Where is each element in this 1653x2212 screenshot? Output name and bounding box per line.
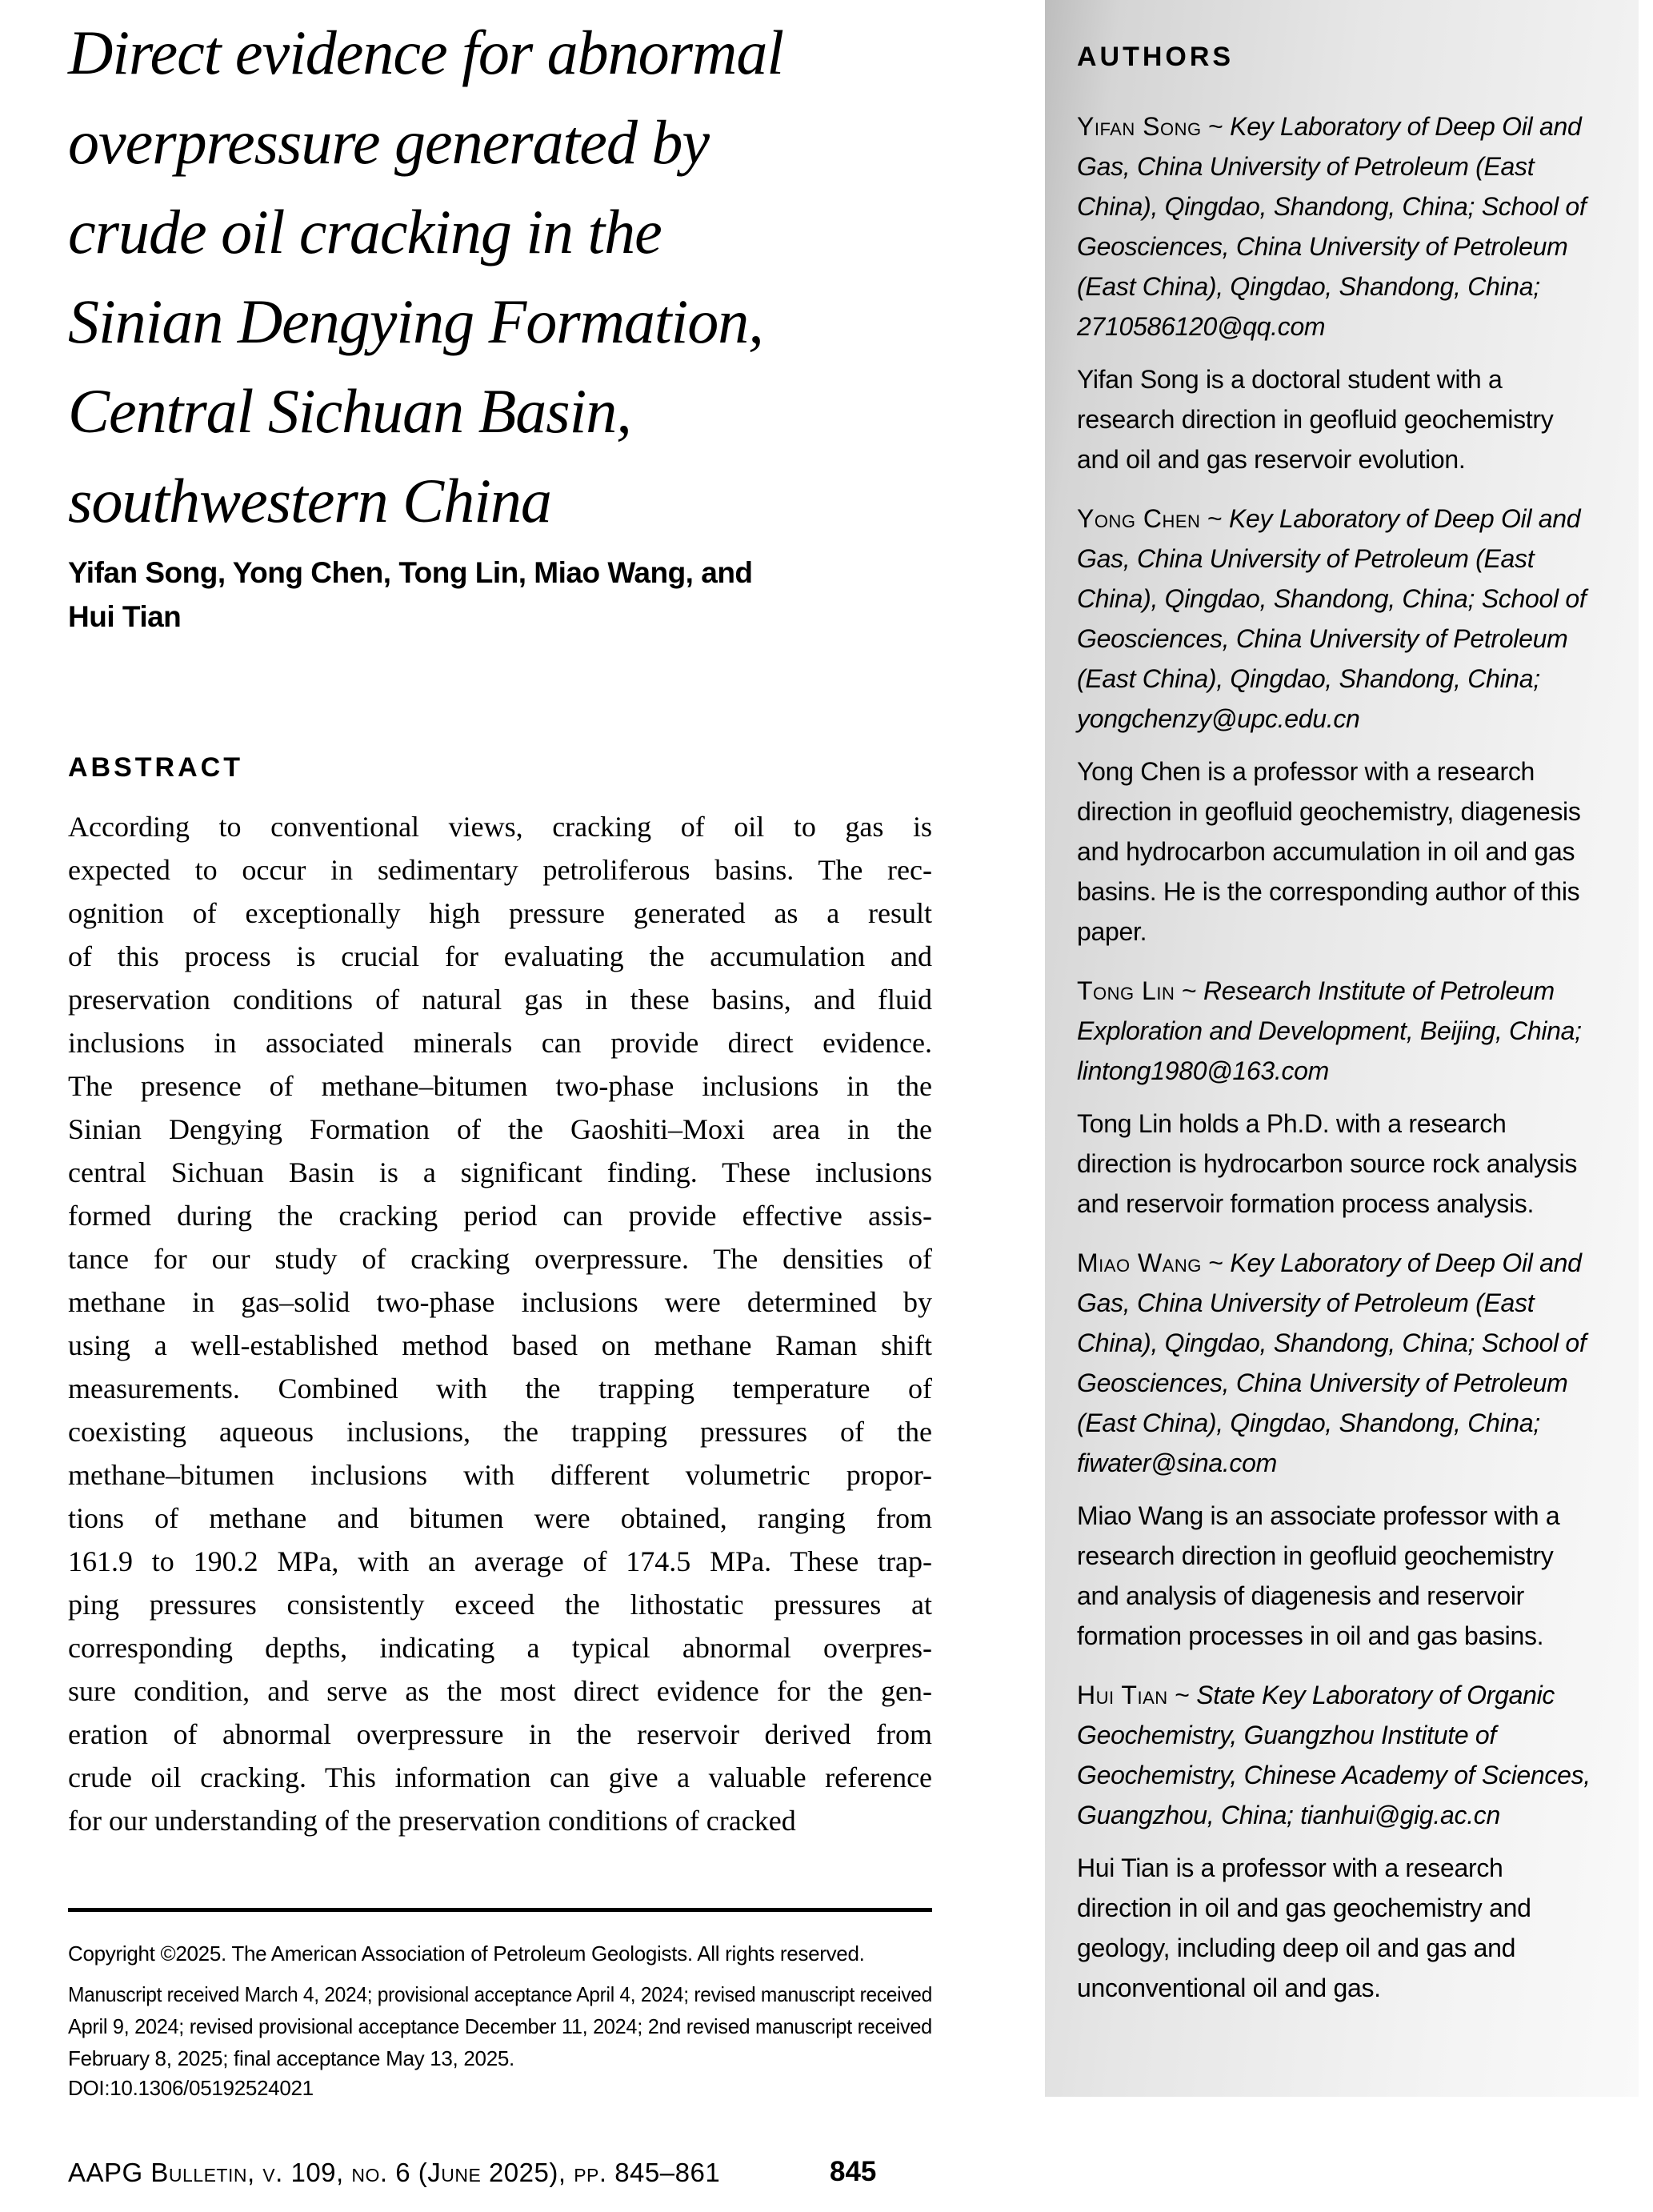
author-affiliation-entry [1077, 1675, 1592, 1835]
abstract-line-16: methane–bitumen inclusions with different volumetric propor- [68, 1459, 933, 1491]
author-affiliation: Research Institute of Petroleum Exploration and Development, Beijing, China; lintong1980@163.com [1077, 976, 1582, 1085]
author-block [1077, 1675, 1592, 2008]
title-line-1: Direct evidence for abnormal [68, 18, 784, 87]
journal-citation: AAPG Bulletin, v. 109, no. 6 (June 2025), pp. 845–861 [68, 2158, 721, 2187]
author-affiliation-entry [1077, 971, 1592, 1091]
title-line-5: Central Sichuan Basin, [68, 376, 631, 446]
article-title [68, 8, 783, 546]
author-block [1077, 106, 1592, 479]
abstract-line-11: tance for our study of cracking overpressure. The densities of [68, 1243, 932, 1275]
title-line-4: Sinian Dengying Formation, [68, 287, 763, 356]
abstract-line-13: using a well-established method based on methane Raman shift [68, 1329, 933, 1361]
author-name: Hui Tian [1077, 1681, 1168, 1709]
author-list [1077, 106, 1592, 2008]
author-block [1077, 1243, 1592, 1656]
abstract-line-18: 161.9 to 190.2 MPa, with an average of 174.5 MPa. These trap- [68, 1545, 932, 1577]
abstract-line-3: ognition of exceptionally high pressure generated as a result [68, 897, 932, 929]
author-affiliation: State Key Laboratory of Organic Geochemistry, Guangzhou Institute of Geochemistry, Chinese Academy of Sciences, Guangzhou, China; tianhui@gig.ac.cn [1077, 1681, 1591, 1829]
author-name: Miao Wang [1077, 1248, 1202, 1277]
author-name: Yifan Song [1077, 112, 1202, 141]
abstract-line-22: eration of abnormal overpressure in the reservoir derived from [68, 1718, 932, 1750]
author-name: Yong Chen [1077, 504, 1201, 533]
abstract-line-20: corresponding depths, indicating a typical abnormal overpres- [68, 1632, 932, 1664]
abstract-line-14: measurements. Combined with the trapping temperature of [68, 1372, 932, 1405]
author-bio: Yifan Song is a doctoral student with a research direction in geofluid geochemistry and oil and gas reservoir evolution. [1077, 365, 1554, 474]
author-block [1077, 971, 1592, 1224]
author-block [1077, 499, 1592, 952]
manuscript-history [68, 1978, 932, 2074]
abstract-line-19: ping pressures consistently exceed the lithostatic pressures at [68, 1589, 933, 1621]
title-line-3: crude oil cracking in the [68, 197, 662, 266]
manuscript-line-3: February 8, 2025; final acceptance May 13, 2025. [68, 2046, 514, 2070]
author-bio: Tong Lin holds a Ph.D. with a research direction is hydrocarbon source rock analysis and reservoir formation process analysis. [1077, 1109, 1578, 1218]
tilde-separator: ~ [1167, 1681, 1197, 1709]
abstract-heading: ABSTRACT [68, 752, 243, 783]
byline-line-1: Yifan Song, Yong Chen, Tong Lin, Miao Wang, and [68, 556, 753, 589]
abstract-line-5: preservation conditions of natural gas in these basins, and fluid [68, 984, 932, 1016]
author-bio: Miao Wang is an associate professor with a research direction in geofluid geochemistry and analysis of diagenesis and reservoir formation processes in oil and gas basins. [1077, 1501, 1560, 1650]
abstract-line-12: methane in gas–solid two-phase inclusions were determined by [68, 1286, 932, 1318]
manuscript-line-2: April 9, 2024; revised provisional acceptance December 11, 2024; 2nd revised manuscript received [68, 2014, 932, 2038]
byline-line-2: Hui Tian [68, 600, 182, 633]
doi: DOI:10.1306/05192524021 [68, 2076, 314, 2100]
author-bio: Yong Chen is a professor with a research direction in geofluid geochemistry, diagenesis and hydrocarbon accumulation in oil and gas basins. He is the corresponding author of this paper. [1077, 757, 1581, 946]
authors-heading: AUTHORS [1077, 42, 1235, 72]
title-line-6: southwestern China [68, 466, 551, 535]
author-affiliation-entry [1077, 499, 1592, 739]
abstract-line-24: for our understanding of the preservation conditions of cracked [68, 1805, 796, 1837]
copyright-notice: Copyright ©2025. The American Association of Petroleum Geologists. All rights reserved. [68, 1942, 865, 1966]
author-affiliation: Key Laboratory of Deep Oil and Gas, China University of Petroleum (East China), Qingdao, Shandong, China; School of Geosciences, China University of Petroleum (East China), Qingdao, Shandong, China; yongchenzy@upc.edu.cn [1077, 504, 1587, 733]
tilde-separator: ~ [1175, 976, 1203, 1005]
abstract-line-6: inclusions in associated minerals can provide direct evidence. [68, 1027, 932, 1059]
abstract-body [68, 805, 932, 1842]
author-affiliation-entry [1077, 106, 1592, 347]
abstract-line-9: central Sichuan Basin is a significant finding. These inclusions [68, 1156, 933, 1188]
abstract-line-7: The presence of methane–bitumen two-phase inclusions in the [68, 1070, 933, 1102]
authors-sidebar [1045, 0, 1639, 2097]
abstract-line-8: Sinian Dengying Formation of the Gaoshiti–Moxi area in the [68, 1113, 933, 1145]
author-name: Tong Lin [1077, 976, 1175, 1005]
title-line-2: overpressure generated by [68, 107, 709, 177]
main-column [68, 0, 932, 2212]
abstract-line-4: of this process is crucial for evaluating the accumulation and [68, 940, 932, 972]
tilde-separator: ~ [1200, 504, 1229, 533]
abstract-line-1: According to conventional views, cracking of oil to gas is [68, 811, 933, 843]
manuscript-line-1: Manuscript received March 4, 2024; provisional acceptance April 4, 2024; revised manuscript received [68, 1982, 933, 2006]
tilde-separator: ~ [1201, 112, 1231, 141]
abstract-line-15: coexisting aqueous inclusions, the trapping pressures of the [68, 1416, 932, 1448]
abstract-line-17: tions of methane and bitumen were obtained, ranging from [68, 1502, 932, 1534]
page-number: 845 [830, 2156, 877, 2187]
tilde-separator: ~ [1201, 1248, 1231, 1277]
abstract-line-21: sure condition, and serve as the most direct evidence for the gen- [68, 1675, 932, 1707]
byline [68, 551, 753, 639]
author-affiliation: Key Laboratory of Deep Oil and Gas, China University of Petroleum (East China), Qingdao, Shandong, China; School of Geosciences, China University of Petroleum (East China), Qingdao, Shandong, China; 2710586120@qq.com [1077, 112, 1587, 341]
author-affiliation: Key Laboratory of Deep Oil and Gas, China University of Petroleum (East China), Qingdao, Shandong, China; School of Geosciences, China University of Petroleum (East China), Qingdao, Shandong, China; fiwater@sina.com [1077, 1248, 1587, 1477]
abstract-line-2: expected to occur in sedimentary petroliferous basins. The rec- [68, 854, 932, 886]
author-affiliation-entry [1077, 1243, 1592, 1483]
author-bio: Hui Tian is a professor with a research direction in oil and gas geochemistry and geology, including deep oil and gas and unconventional oil and gas. [1077, 1853, 1531, 2002]
abstract-line-23: crude oil cracking. This information can give a valuable reference [68, 1761, 933, 1793]
footnote-divider [68, 1908, 932, 1912]
abstract-line-10: formed during the cracking period can provide effective assis- [68, 1200, 933, 1232]
